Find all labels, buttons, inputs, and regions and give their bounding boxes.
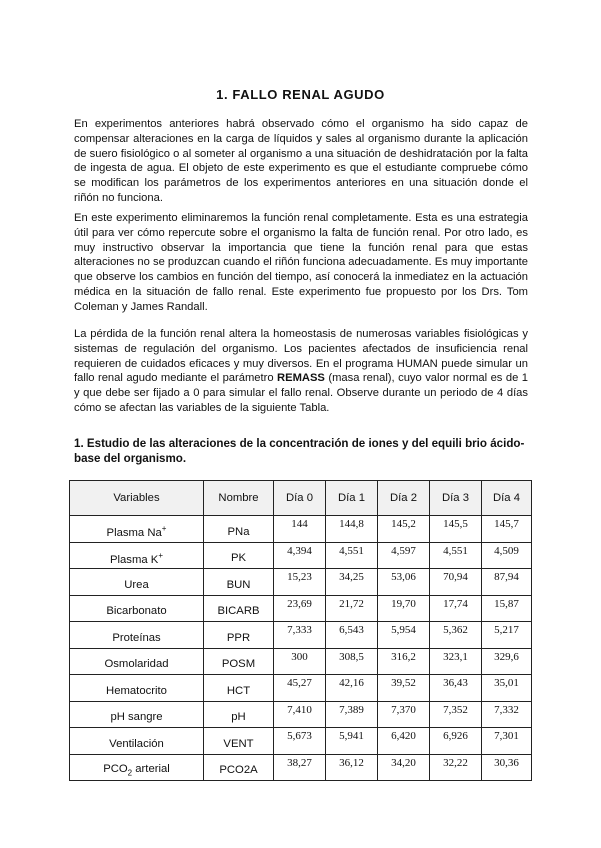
header-dia-3: Día 3 xyxy=(430,481,482,516)
remass-parameter: REMASS xyxy=(277,372,325,385)
cell-dia-2: 53,06 xyxy=(378,569,430,596)
variable-label: PCO xyxy=(103,763,128,776)
cell-dia-3: 4,551 xyxy=(430,542,482,569)
table-row xyxy=(70,542,532,569)
header-dia-4: Día 4 xyxy=(482,481,532,516)
paragraph-experiment: En este experimento eliminaremos la función renal completamente. Esta es una estrategia útil para ver cómo repercute sobre el organismo la falta de función renal. Por otro lado, es muy instructivo observar la importancia que tiene la función renal para que estas alteraciones no se produzcan cuando el riñón funciona adecuadamente. Es muy importante que observe los cambios en función del tiempo, así conocerá la inmediatez en la actuación médica en la situación de fallo renal. Este experimento fue propuesto por los Drs. Tom Coleman y James Randall. xyxy=(74,212,529,313)
cell-dia-0: 300 xyxy=(274,648,326,675)
cell-dia-2: 4,597 xyxy=(378,542,430,569)
table-row xyxy=(70,595,532,622)
cell-variable xyxy=(70,754,204,781)
cell-dia-1: 308,5 xyxy=(326,648,378,675)
cell-dia-0: 144 xyxy=(274,516,326,543)
cell-dia-2: 145,2 xyxy=(378,516,430,543)
cell-dia-0: 7,410 xyxy=(274,701,326,728)
variable-label: Proteínas xyxy=(112,631,161,644)
cell-dia-1: 21,72 xyxy=(326,595,378,622)
variable-label: pH sangre xyxy=(110,711,163,724)
cell-nombre: PCO2A xyxy=(204,754,274,781)
variable-superscript: + xyxy=(161,524,167,534)
paragraph-intro: En experimentos anteriores habrá observado cómo el organismo ha sido capaz de compensar alteraciones en la carga de líquidos y sales al organismo durante la aplicación de suero fisiológico o al someter al organismo a una situación de deshidratación por la falta de ingesta de agua. El objeto de este experimento es que el estudiante compruebe cómo se modifican los parámetros de los experimentos anteriores en una situación donde el riñón no funciona. xyxy=(74,118,528,204)
cell-nombre: POSM xyxy=(204,648,274,675)
paragraph-remass-text-2: (masa renal), cuyo valor normal es de 1 y que debe ser fijado a 0 para simular el fallo renal. Observe durante un periodo de 4 días cómo se afectan las variables de la siguiente Tabla. xyxy=(74,372,528,414)
cell-dia-4: 87,94 xyxy=(482,569,532,596)
cell-dia-4: 329,6 xyxy=(482,648,532,675)
header-nombre: Nombre xyxy=(204,481,274,516)
cell-dia-1: 5,941 xyxy=(326,728,378,755)
cell-dia-1: 42,16 xyxy=(326,675,378,702)
table-header-row xyxy=(70,481,532,516)
table-body xyxy=(70,516,532,781)
header-dia-0: Día 0 xyxy=(274,481,326,516)
cell-dia-0: 7,333 xyxy=(274,622,326,649)
cell-dia-0: 45,27 xyxy=(274,675,326,702)
cell-dia-2: 19,70 xyxy=(378,595,430,622)
section-subheading: 1. Estudio de las alteraciones de la concentración de iones y del equili brio ácido-base del organismo. xyxy=(74,437,525,465)
cell-dia-4: 15,87 xyxy=(482,595,532,622)
cell-dia-3: 17,74 xyxy=(430,595,482,622)
results-table xyxy=(69,480,532,781)
table-row xyxy=(70,675,532,702)
table-row xyxy=(70,569,532,596)
variable-superscript: + xyxy=(158,550,163,560)
table-row xyxy=(70,754,532,781)
cell-dia-0: 15,23 xyxy=(274,569,326,596)
cell-dia-2: 7,370 xyxy=(378,701,430,728)
cell-dia-1: 36,12 xyxy=(326,754,378,781)
table-row xyxy=(70,516,532,543)
cell-dia-0: 38,27 xyxy=(274,754,326,781)
cell-nombre: BUN xyxy=(204,569,274,596)
cell-variable xyxy=(70,648,204,675)
table-row xyxy=(70,622,532,649)
cell-variable xyxy=(70,622,204,649)
cell-dia-1: 4,551 xyxy=(326,542,378,569)
cell-variable xyxy=(70,569,204,596)
cell-dia-4: 35,01 xyxy=(482,675,532,702)
variable-label: Osmolaridad xyxy=(104,658,169,671)
cell-dia-1: 144,8 xyxy=(326,516,378,543)
cell-dia-3: 36,43 xyxy=(430,675,482,702)
cell-variable xyxy=(70,595,204,622)
cell-dia-0: 4,394 xyxy=(274,542,326,569)
cell-nombre: pH xyxy=(204,701,274,728)
variable-label: Urea xyxy=(124,578,149,591)
cell-dia-1: 6,543 xyxy=(326,622,378,649)
paragraph-remass xyxy=(74,327,528,416)
table-row xyxy=(70,728,532,755)
cell-dia-4: 145,7 xyxy=(482,516,532,543)
cell-dia-1: 34,25 xyxy=(326,569,378,596)
cell-variable xyxy=(70,701,204,728)
cell-nombre: BICARB xyxy=(204,595,274,622)
cell-nombre: HCT xyxy=(204,675,274,702)
cell-nombre: PK xyxy=(204,542,274,569)
header-dia-2: Día 2 xyxy=(378,481,430,516)
cell-dia-2: 5,954 xyxy=(378,622,430,649)
variable-label: Hematocrito xyxy=(106,684,167,697)
cell-dia-3: 323,1 xyxy=(430,648,482,675)
cell-dia-2: 39,52 xyxy=(378,675,430,702)
cell-dia-4: 7,332 xyxy=(482,701,532,728)
cell-variable xyxy=(70,728,204,755)
cell-dia-0: 5,673 xyxy=(274,728,326,755)
cell-dia-3: 145,5 xyxy=(430,516,482,543)
cell-dia-2: 6,420 xyxy=(378,728,430,755)
cell-dia-3: 5,362 xyxy=(430,622,482,649)
variable-label: Plasma Na xyxy=(106,527,162,540)
cell-dia-4: 7,301 xyxy=(482,728,532,755)
cell-dia-2: 316,2 xyxy=(378,648,430,675)
paragraph-remass-text-1: La pérdida de la función renal altera la homeostasis de numerosas variables fisiológicas y sistemas de regulación del organismo. Los pacientes afectados de insuficiencia renal requieren de cuidados eficaces y muy diversos. En el programa HUMAN puede simular un fallo renal agudo mediante el parámetro xyxy=(74,328,528,385)
cell-variable xyxy=(70,542,204,569)
cell-dia-3: 7,352 xyxy=(430,701,482,728)
variable-subscript: 2 xyxy=(127,768,133,778)
table-row xyxy=(70,701,532,728)
cell-nombre: PNa xyxy=(204,516,274,543)
header-variables: Variables xyxy=(70,481,204,516)
cell-dia-3: 32,22 xyxy=(430,754,482,781)
header-dia-1: Día 1 xyxy=(326,481,378,516)
variable-label: Bicarbonato xyxy=(106,605,167,618)
cell-variable xyxy=(70,516,204,543)
variable-label: Ventilación xyxy=(109,737,164,750)
variable-label-suffix: arterial xyxy=(132,763,170,776)
cell-dia-3: 70,94 xyxy=(430,569,482,596)
page-title: 1. FALLO RENAL AGUDO xyxy=(216,87,385,102)
cell-dia-2: 34,20 xyxy=(378,754,430,781)
cell-dia-0: 23,69 xyxy=(274,595,326,622)
cell-dia-4: 5,217 xyxy=(482,622,532,649)
cell-dia-4: 4,509 xyxy=(482,542,532,569)
cell-variable xyxy=(70,675,204,702)
cell-dia-4: 30,36 xyxy=(482,754,532,781)
variable-label: Plasma K xyxy=(109,553,159,566)
cell-dia-3: 6,926 xyxy=(430,728,482,755)
cell-nombre: VENT xyxy=(204,728,274,755)
cell-nombre: PPR xyxy=(204,622,274,649)
table-row xyxy=(70,648,532,675)
cell-dia-1: 7,389 xyxy=(326,701,378,728)
